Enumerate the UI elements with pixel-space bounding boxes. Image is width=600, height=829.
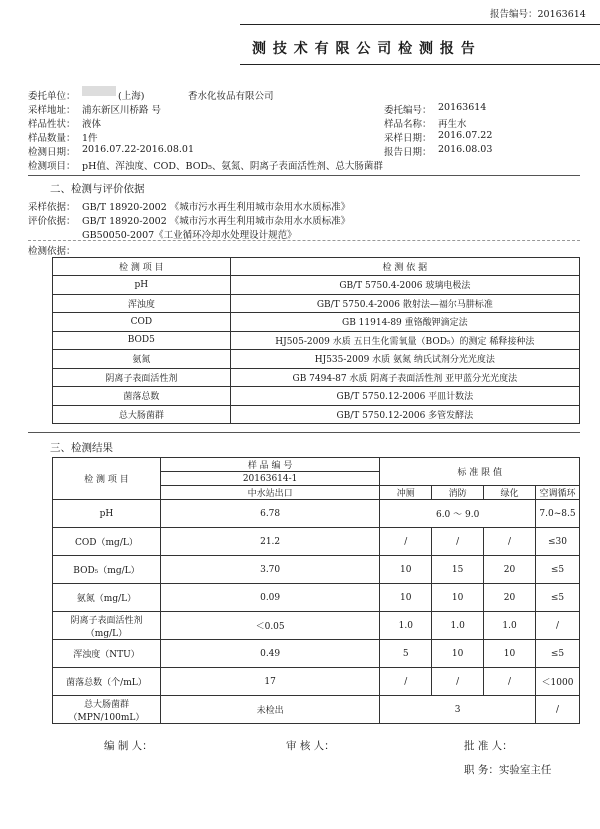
result-item <box>53 696 161 724</box>
result-item: 氨氮（mg/L） <box>53 584 161 612</box>
limit-ac: ≤30 <box>535 528 579 556</box>
divider-3 <box>28 432 580 433</box>
table-row <box>53 640 580 668</box>
limit-ac: ≤5 <box>535 640 579 668</box>
table-row <box>53 612 580 640</box>
test-date-value: 2016.07.22-2016.08.01 <box>82 144 194 155</box>
result-value: 21.2 <box>160 528 379 556</box>
limit-ac: / <box>535 696 579 724</box>
limit-flush: / <box>380 668 432 696</box>
method-item: pH <box>53 276 231 295</box>
method-basis: GB 7494-87 水质 阴离子表面活性剂 亚甲蓝分光光度法 <box>230 368 579 387</box>
result-value: 6.78 <box>160 500 379 528</box>
sample-name-value: 再生水 <box>438 119 467 130</box>
items-value: pH值、浑浊度、COD、BOD₅、氨氮、阴离子表面活性剂、总大肠菌群 <box>82 161 383 172</box>
client-value: 香水化妆品有限公司 <box>188 91 274 102</box>
method-item: COD <box>53 313 231 332</box>
limit-green: 10 <box>484 640 536 668</box>
limit-col-ac: 空调循环 <box>535 486 579 500</box>
results-table <box>52 457 580 724</box>
table-row <box>53 331 580 350</box>
approver-label: 批 准 人： <box>464 740 513 752</box>
result-item: pH <box>53 500 161 528</box>
limit-col-green: 绿化 <box>484 486 536 500</box>
limit-fire: / <box>432 528 484 556</box>
table-row <box>53 350 580 369</box>
test-date-label: 检测日期： <box>28 147 76 158</box>
report-title: 测 技 术 有 限 公 司 检 测 报 告 <box>252 41 476 57</box>
divider-1 <box>28 175 580 176</box>
limit-ac: / <box>535 612 579 640</box>
limit-flush: 1.0 <box>380 612 432 640</box>
limit-col-flush: 冲厕 <box>380 486 432 500</box>
table-row <box>53 584 580 612</box>
method-item: 浑浊度 <box>53 294 231 313</box>
entrust-no-label: 委托编号： <box>384 105 432 116</box>
limit-fire: 10 <box>432 584 484 612</box>
table-row <box>53 276 580 295</box>
result-item: 菌落总数（个/mL） <box>53 668 161 696</box>
result-value: 3.70 <box>160 556 379 584</box>
result-item: 浑浊度（NTU） <box>53 640 161 668</box>
method-table <box>52 257 580 424</box>
table-row <box>53 368 580 387</box>
limit-merged: 6.0 ～ 9.0 <box>380 500 536 528</box>
result-value: 17 <box>160 668 379 696</box>
header-divider <box>240 24 600 25</box>
limit-flush: 10 <box>380 584 432 612</box>
limit-green: / <box>484 528 536 556</box>
method-item: 阴离子表面活性剂 <box>53 368 231 387</box>
limit-flush: 5 <box>380 640 432 668</box>
title-underline <box>240 64 600 65</box>
entrust-no-value: 20163614 <box>438 102 487 113</box>
eval-basis-value: GB/T 18920-2002 《城市污水再生利用城市杂用水水质标准》 <box>82 216 351 227</box>
method-basis: GB/T 5750.12-2006 平皿计数法 <box>230 387 579 406</box>
address-label: 采样地址： <box>28 105 76 116</box>
position-label: 职 务：实验室主任 <box>464 764 552 776</box>
editor-label: 编 制 人： <box>104 740 153 752</box>
limit-fire: 10 <box>432 640 484 668</box>
report-number: 报告编号：20163614 <box>490 9 586 20</box>
limit-green: 1.0 <box>484 612 536 640</box>
sample-name-label: 样品名称： <box>384 119 432 130</box>
result-item: COD（mg/L） <box>53 528 161 556</box>
result-value: 0.49 <box>160 640 379 668</box>
limit-fire: / <box>432 668 484 696</box>
table-row <box>53 528 580 556</box>
table-row <box>53 696 580 724</box>
method-basis: GB 11914-89 重铬酸钾滴定法 <box>230 313 579 332</box>
limit-flush: 10 <box>380 556 432 584</box>
qty-label: 样品数量： <box>28 133 76 144</box>
eval-basis-value-2: GB50050-2007《工业循环冷却水处理设计规范》 <box>82 230 297 241</box>
sampling-basis-value: GB/T 18920-2002 《城市污水再生利用城市杂用水水质标准》 <box>82 202 351 213</box>
reviewer-label: 审 核 人： <box>286 740 335 752</box>
client-label: 委托单位： <box>28 91 76 102</box>
table-row <box>53 405 580 424</box>
test-basis-label: 检测依据： <box>28 246 76 257</box>
result-item <box>53 612 161 640</box>
items-label: 检测项目： <box>28 161 76 172</box>
client-partial: (上海) <box>118 91 145 102</box>
result-item-line1: 阴离子表面活性剂 <box>70 615 143 626</box>
report-date-label: 报告日期： <box>384 147 432 158</box>
limit-ac: ≤5 <box>535 556 579 584</box>
limit-ac: ＜1000 <box>535 668 579 696</box>
result-value: 0.09 <box>160 584 379 612</box>
result-item-line2: （mg/L） <box>85 628 128 639</box>
method-item: BOD5 <box>53 331 231 350</box>
method-item: 总大肠菌群 <box>53 405 231 424</box>
sampling-date-label: 采样日期： <box>384 133 432 144</box>
method-basis: GB/T 5750.4-2006 玻璃电极法 <box>230 276 579 295</box>
limit-green: / <box>484 668 536 696</box>
limit-merged: 3 <box>380 696 536 724</box>
result-value: ＜0.05 <box>160 612 379 640</box>
table-row <box>53 313 580 332</box>
limit-ac: 7.0~8.5 <box>535 500 579 528</box>
result-item-line2: （MPN/100mL） <box>68 712 145 723</box>
method-basis: HJ535-2009 水质 氨氮 纳氏试剂分光光度法 <box>230 350 579 369</box>
method-basis: HJ505-2009 水质 五日生化需氧量（BOD₅）的测定 稀释接种法 <box>230 331 579 350</box>
section2-title: 二、检测与评价依据 <box>50 183 145 195</box>
sample-point: 中水站出口 <box>160 486 379 500</box>
sample-id: 20163614-1 <box>160 472 379 486</box>
nature-label: 样品性状： <box>28 119 76 130</box>
limit-green: 20 <box>484 584 536 612</box>
result-item: BOD₅（mg/L） <box>53 556 161 584</box>
result-item-line1: 总大肠菌群 <box>83 699 129 710</box>
sampling-date-value: 2016.07.22 <box>438 130 493 141</box>
address-value: 浦东新区川桥路 号 <box>82 105 162 116</box>
table-row <box>53 387 580 406</box>
redacted-block <box>82 86 116 96</box>
limit-fire: 15 <box>432 556 484 584</box>
method-col-basis: 检 测 依 据 <box>230 258 579 276</box>
method-table-header <box>53 258 580 276</box>
limit-ac: ≤5 <box>535 584 579 612</box>
method-item: 氨氮 <box>53 350 231 369</box>
qty-value: 1件 <box>82 133 98 144</box>
eval-basis-label: 评价依据： <box>28 216 76 227</box>
results-col-sample-no: 样 品 编 号 <box>160 458 379 472</box>
section3-title: 三、检测结果 <box>50 442 113 454</box>
method-item: 菌落总数 <box>53 387 231 406</box>
table-row <box>53 668 580 696</box>
result-value: 未检出 <box>160 696 379 724</box>
method-basis: GB/T 5750.4-2006 散射法—福尔马肼标准 <box>230 294 579 313</box>
limit-flush: / <box>380 528 432 556</box>
method-col-item: 检 测 项 目 <box>53 258 231 276</box>
results-col-item: 检 测 项 目 <box>53 458 161 500</box>
sampling-basis-label: 采样依据： <box>28 202 76 213</box>
table-row <box>53 556 580 584</box>
table-row <box>53 294 580 313</box>
results-header-row <box>53 458 580 472</box>
table-row <box>53 500 580 528</box>
limit-green: 20 <box>484 556 536 584</box>
divider-2 <box>28 240 580 241</box>
results-col-limit: 标 准 限 值 <box>380 458 580 486</box>
method-basis: GB/T 5750.12-2006 多管发酵法 <box>230 405 579 424</box>
limit-fire: 1.0 <box>432 612 484 640</box>
nature-value: 液体 <box>82 119 102 130</box>
report-date-value: 2016.08.03 <box>438 144 493 155</box>
limit-col-fire: 消防 <box>432 486 484 500</box>
